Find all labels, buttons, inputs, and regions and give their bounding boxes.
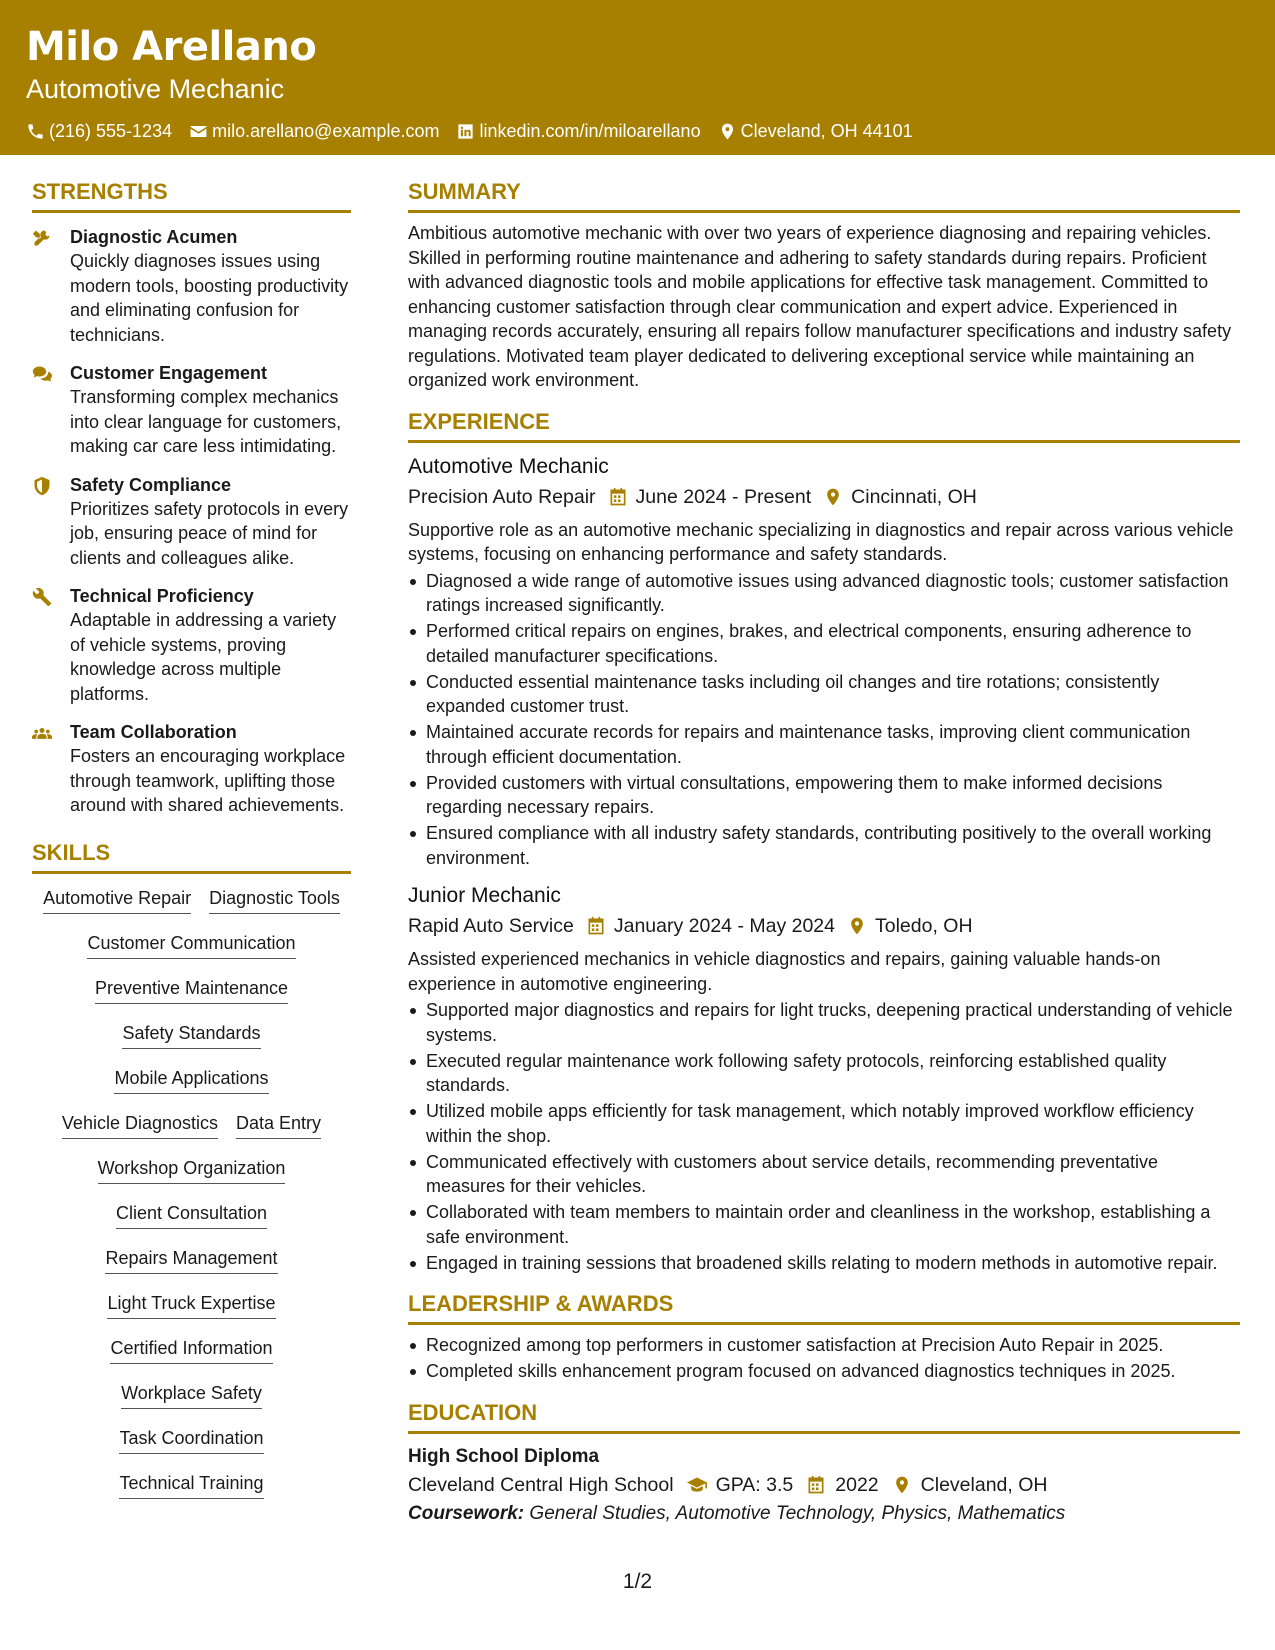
candidate-role: Automotive Mechanic xyxy=(26,74,285,104)
strength-item xyxy=(32,473,351,571)
skills-list xyxy=(32,886,351,1516)
coursework-text: General Studies, Automotive Technology, Physics, Mathematics xyxy=(529,1502,1066,1524)
skill-tag: Safety Standards xyxy=(122,1021,260,1049)
phone-text: (216) 555-1234 xyxy=(49,121,173,141)
contact-location xyxy=(718,120,913,142)
strength-title: Team Collaboration xyxy=(70,722,237,742)
job-bullet: Engaged in training sessions that broadened skills relating to modern methods in automotive repair. xyxy=(408,1251,1240,1276)
job-entry xyxy=(408,453,1240,871)
job-bullet: Executed regular maintenance work following safety protocols, reinforcing established quality standards. xyxy=(408,1049,1240,1098)
contact-phone[interactable] xyxy=(26,120,172,142)
strength-title: Technical Proficiency xyxy=(70,586,254,606)
job-bullet: Ensured compliance with all industry safety standards, contributing positively to the overall working environment. xyxy=(408,821,1240,870)
education-degree: High School Diploma xyxy=(408,1445,600,1467)
job-bullets xyxy=(408,998,1240,1275)
experience-title: EXPERIENCE xyxy=(408,407,1240,443)
skill-tag: Workplace Safety xyxy=(121,1381,262,1409)
summary-title: SUMMARY xyxy=(408,177,1240,213)
education-coursework xyxy=(408,1500,1240,1528)
skill-tag: Client Consultation xyxy=(116,1201,267,1229)
location-text: Cleveland, OH 44101 xyxy=(740,121,913,141)
job-dates: June 2024 - Present xyxy=(635,485,812,508)
skills-title: SKILLS xyxy=(32,838,351,874)
skill-tag: Technical Training xyxy=(119,1471,263,1499)
education-gpa: GPA: 3.5 xyxy=(715,1473,794,1496)
job-title: Junior Mechanic xyxy=(408,884,561,907)
map-pin-icon xyxy=(823,487,843,507)
tools-icon xyxy=(32,228,52,248)
job-meta xyxy=(408,911,1240,941)
skill-tag: Automotive Repair xyxy=(43,886,191,914)
summary-text: Ambitious automotive mechanic with over two years of experience diagnosing and repairing vehicles. Skilled in performing routine maintenance and adhering to safety standards during repairs. Proficient with advanced diagnostic tools and mobile applications for effective task management. Committed to enhancing customer satisfaction through clear communication and expert advice. Experienced in managing records accurately, ensuring all repairs follow manufacturer specifications and industry safety regulations. Motivated team player dedicated to delivering exceptional service while maintaining an organized work environment. xyxy=(408,223,1232,390)
skill-tag: Customer Communication xyxy=(87,931,295,959)
strength-desc: Prioritizes safety protocols in every job, ensuring peace of mind for clients and colleagues alike. xyxy=(70,498,349,568)
leadership-list xyxy=(408,1333,1240,1384)
skill-tag: Task Coordination xyxy=(119,1426,263,1454)
job-bullet: Communicated effectively with customers about service details, recommending preventative measures for their vehicles. xyxy=(408,1150,1240,1199)
calendar-icon xyxy=(805,1475,827,1495)
calendar-icon xyxy=(586,916,606,936)
education-location: Cleveland, OH xyxy=(920,1473,1048,1496)
skill-tag: Mobile Applications xyxy=(114,1066,268,1094)
envelope-icon xyxy=(189,122,208,141)
job-location: Cincinnati, OH xyxy=(851,485,977,508)
users-icon xyxy=(32,723,52,743)
comments-icon xyxy=(32,364,52,384)
contact-linkedin[interactable] xyxy=(456,120,700,142)
strength-item xyxy=(32,361,351,459)
graduation-cap-icon xyxy=(686,1475,708,1495)
strength-desc: Transforming complex mechanics into clear language for customers, making car care less intimidating. xyxy=(70,387,342,456)
contact-bar xyxy=(26,120,1249,142)
skill-tag: Workshop Organization xyxy=(98,1156,286,1184)
job-company: Rapid Auto Service xyxy=(408,915,574,937)
job-entry xyxy=(408,882,1240,1275)
job-bullet: Supported major diagnostics and repairs for light trucks, deepening practical understanding of vehicle systems. xyxy=(408,998,1240,1047)
skill-tag: Diagnostic Tools xyxy=(209,886,340,914)
leadership-item: Completed skills enhancement program focused on advanced diagnostics techniques in 2025. xyxy=(408,1359,1240,1384)
strength-title: Customer Engagement xyxy=(70,363,268,383)
map-pin-icon xyxy=(847,916,867,936)
wrench-icon xyxy=(32,587,52,607)
coursework-label: Coursework: xyxy=(408,1502,525,1524)
contact-email[interactable] xyxy=(189,120,439,142)
candidate-name: Milo Arellano xyxy=(26,24,317,70)
job-bullet: Collaborated with team members to maintain order and cleanliness in the workshop, establishing a safe environment. xyxy=(408,1200,1240,1249)
strength-title: Diagnostic Acumen xyxy=(70,227,238,247)
strengths-list xyxy=(32,225,351,818)
calendar-icon xyxy=(608,487,628,507)
job-bullet: Utilized mobile apps efficiently for task management, which notably improved workflow efficiency within the shop. xyxy=(408,1099,1240,1148)
education-title: EDUCATION xyxy=(408,1398,1240,1434)
strength-title: Safety Compliance xyxy=(70,474,232,495)
skill-tag: Preventive Maintenance xyxy=(95,976,288,1004)
strengths-title: STRENGTHS xyxy=(32,177,351,213)
strength-item xyxy=(32,225,351,347)
job-meta xyxy=(408,482,1240,512)
skill-tag: Data Entry xyxy=(236,1111,321,1139)
job-bullets xyxy=(408,569,1240,871)
linkedin-icon xyxy=(456,122,475,141)
job-company: Precision Auto Repair xyxy=(408,485,596,508)
map-pin-icon xyxy=(718,122,737,141)
job-bullet: Provided customers with virtual consultations, empowering them to make informed decisions regarding necessary repairs. xyxy=(408,771,1240,820)
job-location: Toledo, OH xyxy=(875,915,973,937)
education-school: Cleveland Central High School xyxy=(408,1473,674,1496)
left-column xyxy=(32,177,351,1516)
job-bullet: Maintained accurate records for repairs and maintenance tasks, improving client communication through efficient documentation. xyxy=(408,720,1240,769)
job-bullet: Conducted essential maintenance tasks including oil changes and tire rotations; consistently expanded customer trust. xyxy=(408,670,1240,719)
strength-desc: Adaptable in addressing a variety of vehicle systems, proving knowledge across multiple platforms. xyxy=(70,610,337,704)
strength-item xyxy=(32,584,351,706)
resume-header xyxy=(0,0,1275,155)
education-year: 2022 xyxy=(835,1473,879,1496)
map-pin-icon xyxy=(891,1475,913,1495)
leadership-title: LEADERSHIP & AWARDS xyxy=(408,1289,1240,1325)
email-text: milo.arellano@example.com xyxy=(212,121,440,141)
page-number: 1/2 xyxy=(622,1570,653,1593)
linkedin-text: linkedin.com/in/miloarellano xyxy=(479,121,701,141)
education-meta xyxy=(408,1470,1240,1500)
job-dates: January 2024 - May 2024 xyxy=(613,915,835,937)
skill-tag: Vehicle Diagnostics xyxy=(62,1111,218,1139)
job-bullet: Diagnosed a wide range of automotive issues using advanced diagnostic tools; customer satisfaction ratings increased significantly. xyxy=(408,569,1240,618)
job-bullet: Performed critical repairs on engines, brakes, and electrical components, ensuring adherence to detailed manufacturer specifications. xyxy=(408,619,1240,668)
job-title: Automotive Mechanic xyxy=(408,454,609,478)
strength-desc: Quickly diagnoses issues using modern tools, boosting productivity and eliminating confusion for technicians. xyxy=(70,251,349,345)
leadership-item: Recognized among top performers in customer satisfaction at Precision Auto Repair in 2025. xyxy=(408,1333,1240,1358)
skill-tag: Repairs Management xyxy=(105,1246,277,1274)
job-description: Assisted experienced mechanics in vehicle diagnostics and repairs, gaining valuable hands-on experience in automotive engineering. xyxy=(408,949,1161,994)
strength-item xyxy=(32,720,351,818)
skill-tag: Certified Information xyxy=(110,1336,272,1364)
phone-icon xyxy=(26,122,45,141)
right-column xyxy=(408,177,1240,1528)
shield-icon xyxy=(32,476,52,496)
strength-desc: Fosters an encouraging workplace through teamwork, uplifting those around with shared achievements. xyxy=(70,746,346,815)
skill-tag: Light Truck Expertise xyxy=(107,1291,275,1319)
job-description: Supportive role as an automotive mechanic specializing in diagnostics and repair across various vehicle systems, focusing on enhancing performance and safety standards. xyxy=(408,519,1234,564)
